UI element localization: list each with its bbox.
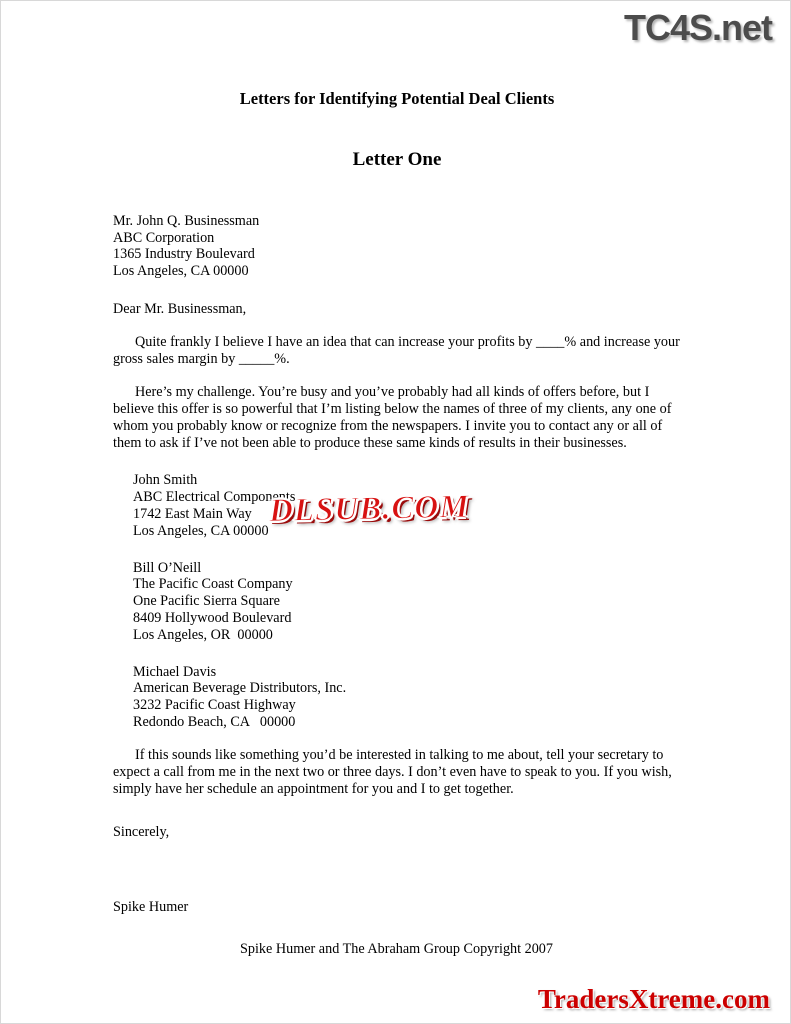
paragraph-1: Quite frankly I believe I have an idea that can increase your profits by ____% and increase your gross sales margin by _____%. — [113, 334, 680, 368]
address-line: Mr. John Q. Businessman — [113, 213, 260, 229]
client-line: Bill O’Neill — [133, 559, 202, 576]
address-line: ABC Corporation — [113, 229, 215, 246]
client-line: 1742 East Main Way — [133, 505, 252, 522]
watermark-center: DLSUB.COM — [268, 488, 470, 530]
address-line: Los Angeles, CA 00000 — [113, 262, 249, 279]
client-line: 3232 Pacific Coast Highway — [133, 697, 296, 714]
watermark-bottom-right: TradersXtreme.com — [537, 984, 770, 1014]
client-line: Michael Davis — [133, 663, 217, 680]
letter-subtitle: Letter One — [352, 149, 442, 170]
paragraph-2: Here’s my challenge. You’re busy and you’ve probably had all kinds of offers before, but I believe this offer is so powerful that I’m listing below the names of three of my clients, any one of whom you probably know or recognize from the newspapers. I invite you to contact any or all of them to ask if I’ve not been able to produce these same kinds of results in their businesses. — [113, 384, 672, 452]
client-line: John Smith — [133, 472, 198, 489]
client-line: Los Angeles, CA 00000 — [133, 522, 269, 539]
recipient-address — [113, 213, 681, 279]
watermark-top-right: TC4S.net — [623, 7, 772, 48]
page-title: Letters for Identifying Potential Deal Clients — [239, 89, 555, 108]
address-line: 1365 Industry Boulevard — [113, 246, 255, 263]
client-line: One Pacific Sierra Square — [133, 593, 280, 610]
signature-name: Spike Humer — [113, 898, 189, 915]
client-reference-3 — [133, 664, 681, 731]
client-line: The Pacific Coast Company — [133, 576, 293, 593]
client-line: Los Angeles, OR 00000 — [133, 626, 273, 643]
salutation: Dear Mr. Businessman, — [113, 301, 247, 318]
copyright-footer: Spike Humer and The Abraham Group Copyright 2007 — [240, 941, 553, 957]
client-line: Redondo Beach, CA 00000 — [133, 713, 296, 730]
client-line: ABC Electrical Components — [133, 489, 296, 506]
client-line: 8409 Hollywood Boulevard — [133, 609, 292, 626]
client-line: American Beverage Distributors, Inc. — [133, 680, 347, 697]
paragraph-3: If this sounds like something you’d be interested in talking to me about, tell your secretary to expect a call from me in the next two or three days. I don’t even have to speak to you. If you wish, simply have her schedule an appointment for you and I to get together. — [113, 746, 672, 797]
closing: Sincerely, — [113, 823, 170, 840]
client-reference-2 — [133, 560, 681, 644]
